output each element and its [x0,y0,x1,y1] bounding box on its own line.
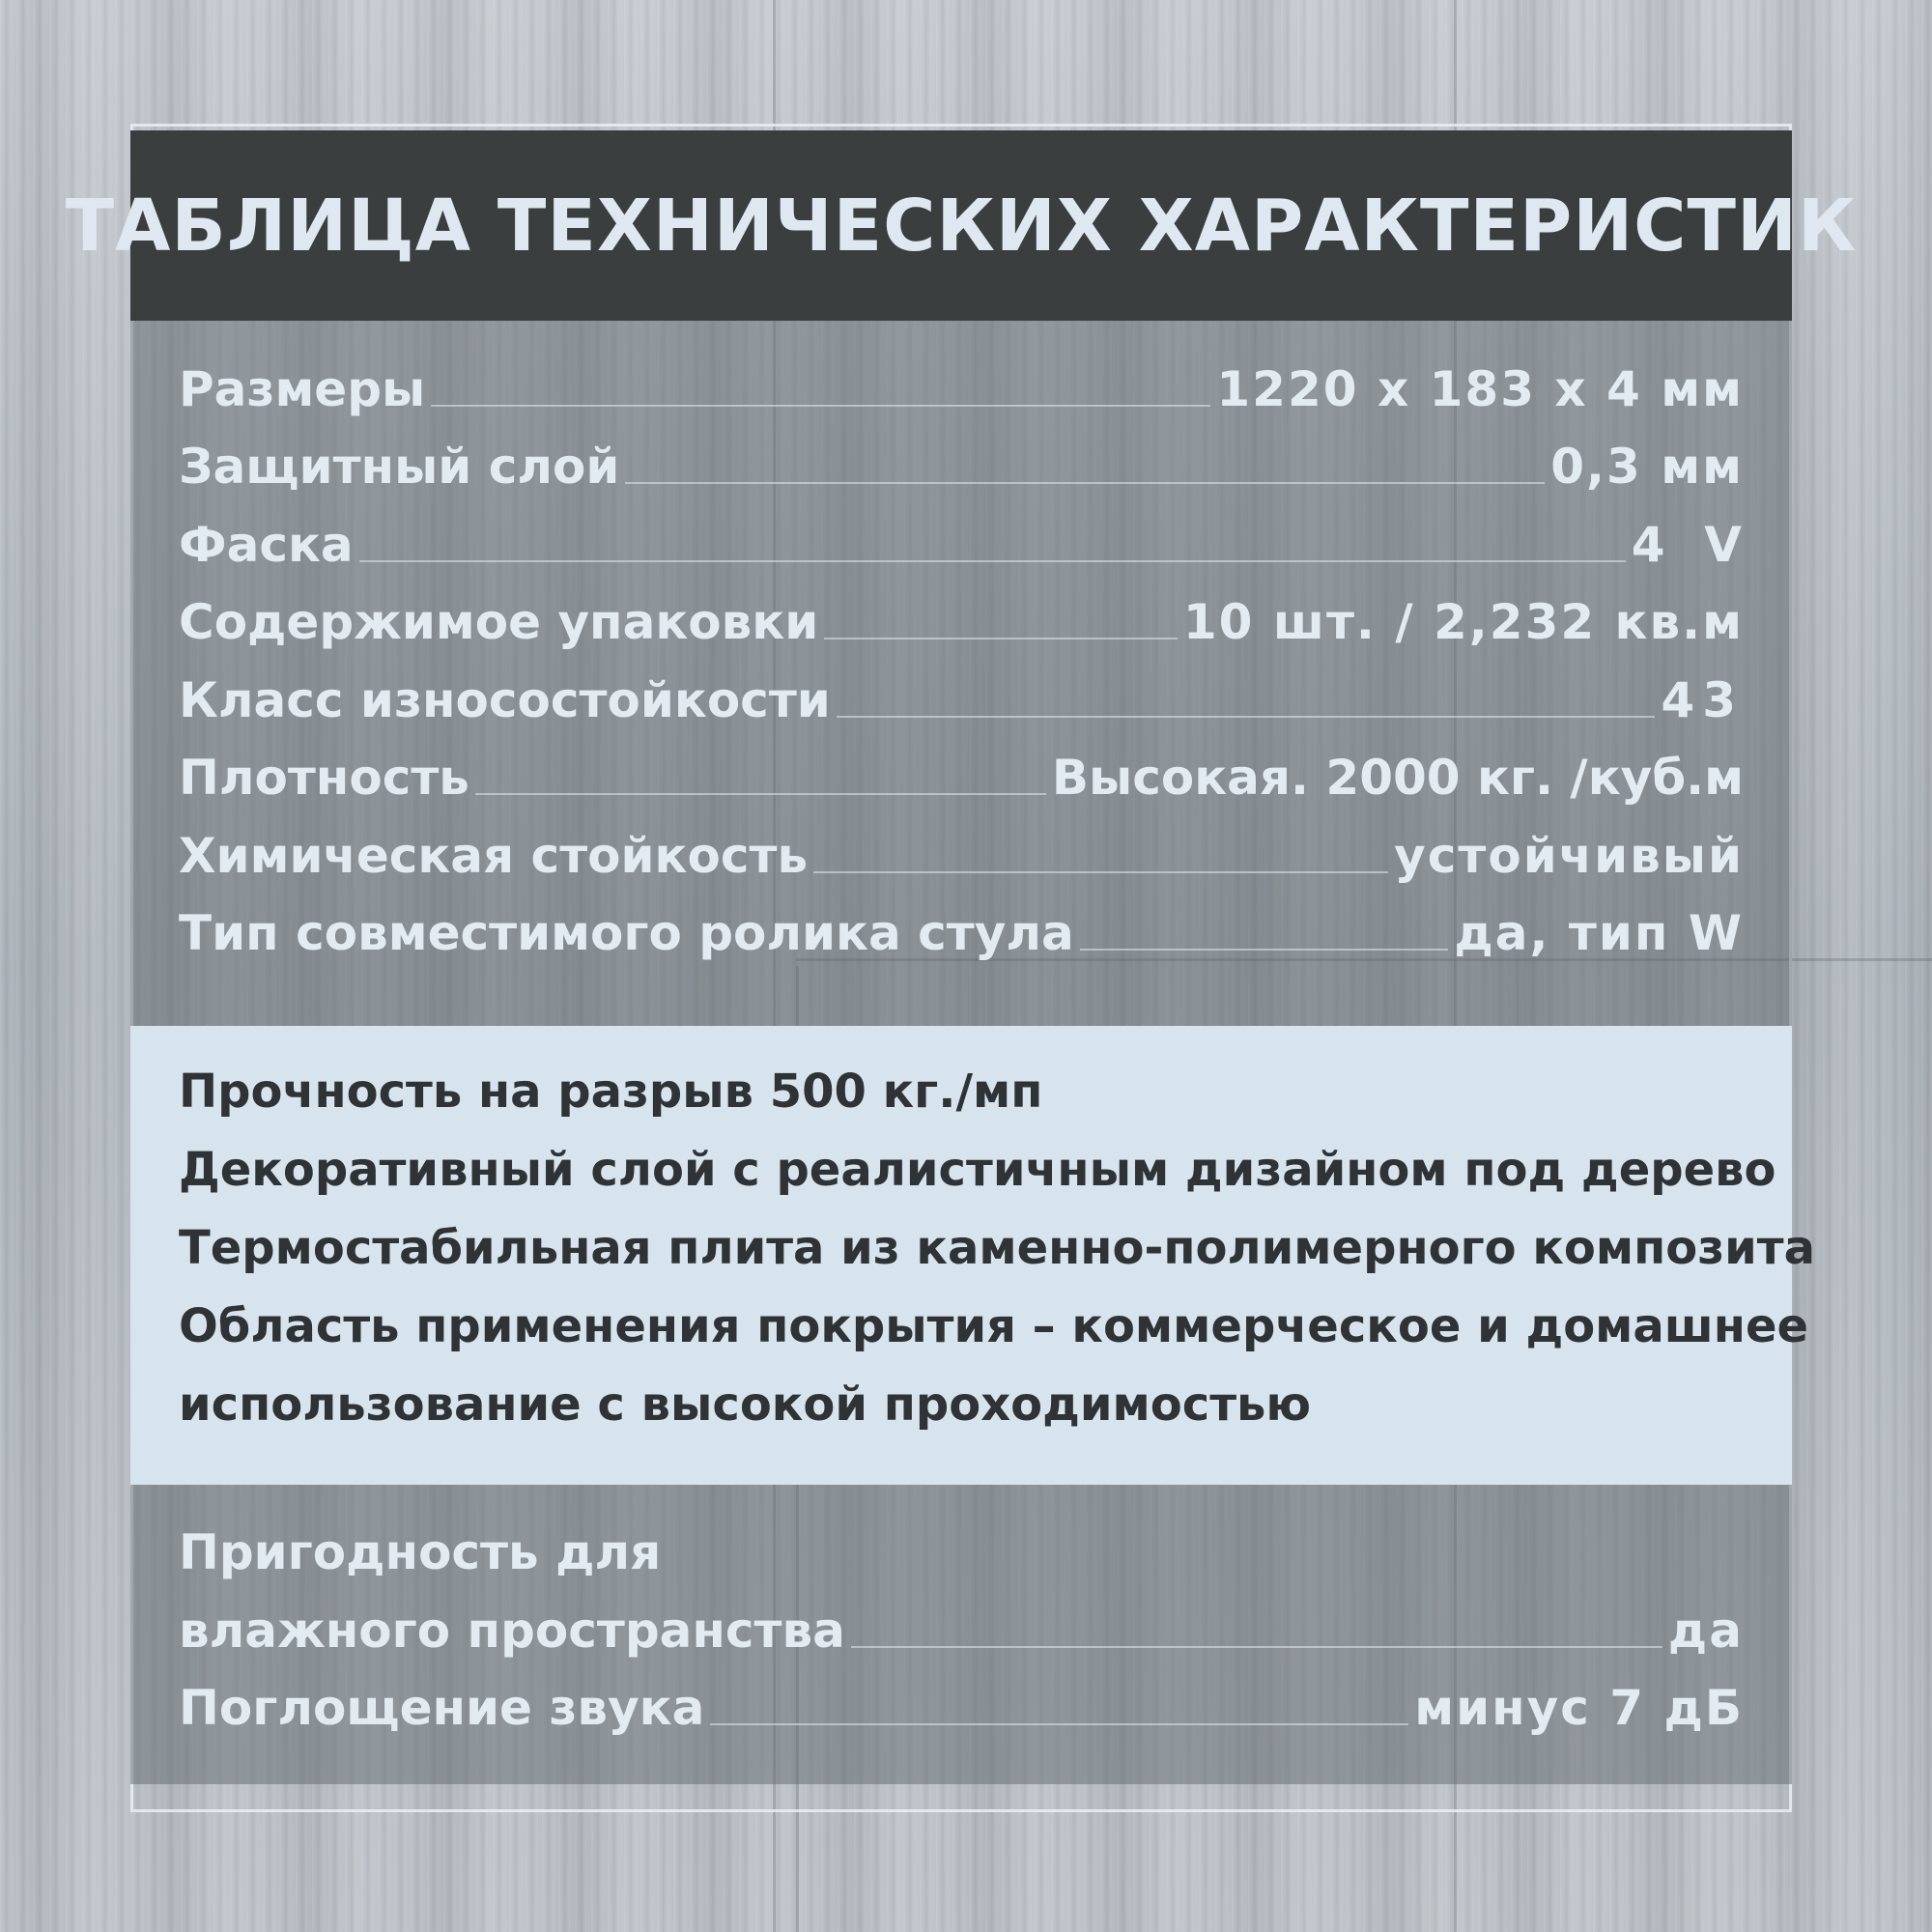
spec-label: Химическая стойкость [179,827,809,884]
spec-panel [130,321,1792,1026]
spec-label: Содержимое упаковки [179,594,819,650]
spec-value: 1220 x 183 x 4 мм [1216,360,1744,417]
leader-line [625,482,1545,484]
spec-value: да [1667,1602,1744,1659]
spec-row-sound-absorption [179,1669,1744,1747]
leader-line [851,1646,1662,1648]
spec-row-bevel [179,505,1744,583]
leader-line [431,405,1210,407]
feature-line: Прочность на разрыв 500 кг./мп [179,1065,1043,1119]
leader-line [710,1723,1408,1725]
spec-label: Плотность [179,750,469,806]
feature-line: Термостабильная плита из каменно-полимерного композита [179,1221,1816,1275]
leader-line [813,871,1388,873]
extra-spec-panel [130,1485,1792,1784]
spec-row-package-contents [179,583,1744,662]
spec-label: Класс износостойкости [179,671,831,728]
feature-line: использование с высокой проходимостью [179,1378,1312,1432]
spec-value: минус 7 дБ [1414,1680,1744,1736]
spec-row-density [179,739,1744,817]
spec-value: да, тип W [1454,905,1744,961]
spec-value: 0,3 мм [1550,439,1744,495]
leader-line [475,793,1046,795]
spec-row-chemical-resistance [179,816,1744,895]
leader-line [359,560,1626,562]
spec-label: Тип совместимого ролика стула [179,905,1074,961]
spec-row-protective-layer [179,428,1744,506]
spec-row-wear-class [179,661,1744,739]
spec-row-moisture [179,1591,1744,1669]
page-title: ТАБЛИЦА ТЕХНИЧЕСКИХ ХАРАКТЕРИСТИК [65,184,1858,268]
spec-value: 43 [1661,671,1744,728]
spec-value: Высокая. 2000 кг. /куб.м [1051,750,1744,806]
spec-value: 4 V [1631,516,1744,573]
extra-spec-list [179,1514,1744,1747]
spec-label: Размеры [179,360,426,417]
spec-row-chair-caster [179,895,1744,973]
spec-list [179,350,1744,972]
spec-label: Поглощение звука [179,1680,705,1736]
spec-row-dimensions [179,350,1744,428]
feature-line: Декоративный слой с реалистичным дизайном под дерево [179,1143,1776,1197]
feature-line: Область применения покрытия – коммерческое и домашнее [179,1299,1809,1353]
spec-value: 10 шт. / 2,232 кв.м [1182,594,1744,650]
spec-label: влажного пространства [179,1602,845,1659]
leader-line [837,716,1656,718]
header-bar [65,130,1858,321]
spec-label: Защитный слой [179,439,620,495]
leader-line [824,638,1178,639]
spec-label-moisture-line1: Пригодность для [179,1524,662,1580]
features-panel [130,1026,1816,1485]
spec-label: Фаска [179,516,354,573]
spec-value: устойчивый [1394,827,1744,884]
leader-line [1080,949,1449,951]
feature-list [179,1053,1816,1444]
